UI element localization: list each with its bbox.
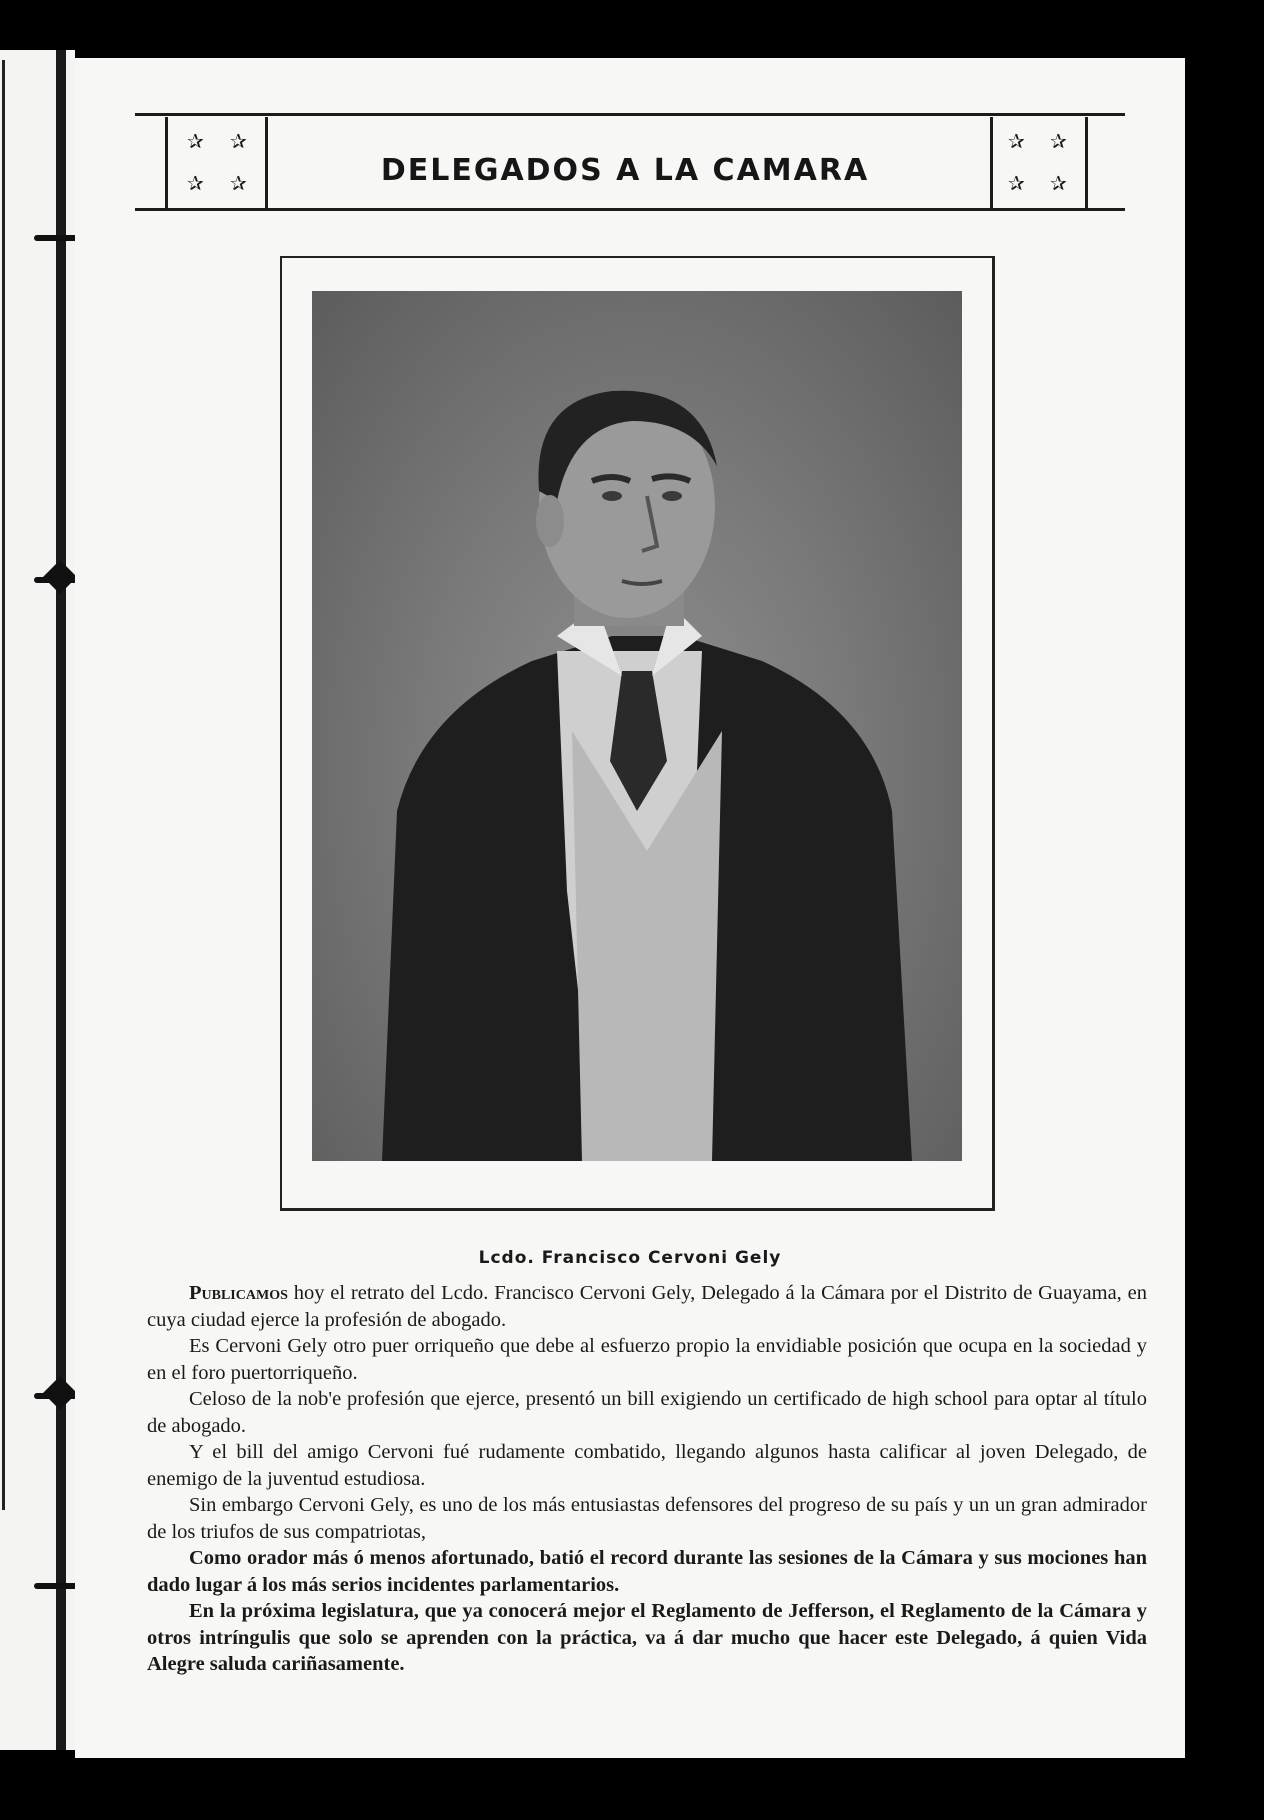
star-box-right-edge — [1085, 117, 1088, 209]
photo-frame — [280, 256, 995, 1211]
portrait-photo — [312, 291, 962, 1161]
adjacent-page-rule — [2, 60, 5, 1510]
star-box-left-edge — [165, 117, 168, 209]
star-icon: ✰ — [187, 129, 204, 153]
magazine-page — [75, 58, 1185, 1758]
article-paragraph: Sin embargo Cervoni Gely, es uno de los más entusiastas defensores del progreso de su país y un un gran admirador de los triufos de sus compatriotas, — [147, 1494, 1147, 1543]
star-icon: ✰ — [230, 171, 247, 195]
photo-caption: Lcdo. Francisco Cervoni Gely — [478, 1248, 782, 1268]
star-icon: ✰ — [230, 129, 247, 153]
star-box-left-divider — [265, 117, 268, 209]
star-icon: ✰ — [1008, 171, 1025, 195]
header-top-rule — [135, 113, 1125, 116]
article-paragraph: Como orador más ó menos afortunado, batió el record durante las sesiones de la Cámara y sus mociones han dado lugar á los más serios incidentes parlamentarios. — [147, 1547, 1147, 1596]
star-icon: ✰ — [1050, 171, 1067, 195]
article-paragraph: Y el bill del amigo Cervoni fué rudamente combatido, llegando algunos hasta calificar al joven Delegado, de enemigo de la juventud estudiosa. — [147, 1441, 1147, 1490]
article-paragraph — [147, 1280, 1147, 1333]
section-header — [135, 113, 1125, 213]
page-title: DELEGADOS A LA CAMARA — [380, 153, 870, 188]
article-paragraph: Celoso de la nob'e profesión que ejerce, presentó un bill exigiendo un certificado de high school para optar al título de abogado. — [147, 1388, 1147, 1437]
binding-spine — [56, 50, 66, 1750]
article-paragraph: En la próxima legislatura, que ya conocerá mejor el Reglamento de Jefferson, el Reglamento de la Cámara y otros intríngulis que solo se aprenden con la práctica, va á dar mucho que hacer este Delegado, á quien Vida Alegre saluda cariñasamente. — [147, 1600, 1147, 1675]
article-body — [147, 1280, 1147, 1678]
star-box-right-divider — [990, 117, 993, 209]
star-icon: ✰ — [187, 171, 204, 195]
lead-word: Publicamos — [189, 1282, 288, 1304]
portrait-illustration — [312, 291, 962, 1161]
header-bottom-rule — [135, 208, 1125, 211]
article-paragraph: Es Cervoni Gely otro puer orriqueño que debe al esfuerzo propio la envidiable posición que ocupa en la sociedad y en el foro puertorriqueño. — [147, 1335, 1147, 1384]
star-icon: ✰ — [1050, 129, 1067, 153]
paragraph-text: hoy el retrato del Lcdo. Francisco Cervoni Gely, Delegado á la Cámara por el Distrito de Guayama, en cuya ciudad ejerce la profesión de abogado. — [147, 1282, 1147, 1331]
star-icon: ✰ — [1008, 129, 1025, 153]
